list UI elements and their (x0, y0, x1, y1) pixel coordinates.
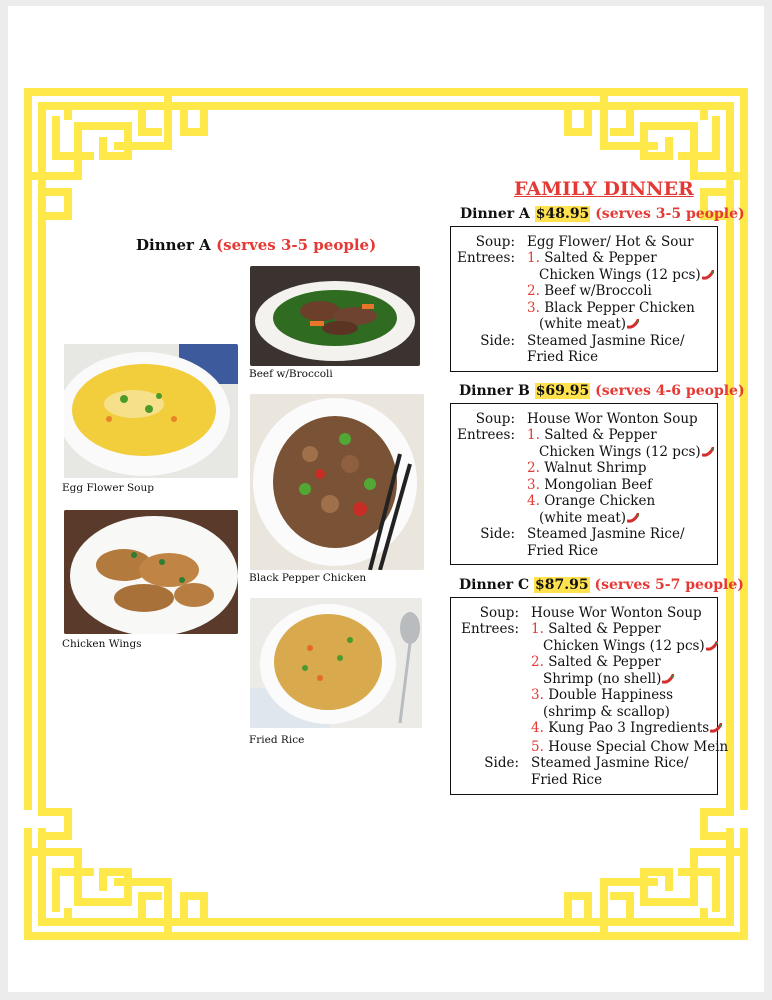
entree-item: 3. Black Pepper Chicken (527, 300, 695, 316)
dinner-c-heading (459, 577, 744, 593)
side-value: Steamed Jasmine Rice/ (527, 333, 685, 349)
left-dinner-heading (136, 236, 376, 254)
dinner-name: Dinner C (459, 577, 530, 593)
beef-broccoli-photo (250, 266, 420, 366)
dinner-b-heading (459, 383, 745, 399)
entrees-label: Entrees: (457, 427, 515, 443)
entrees-label: Entrees: (461, 621, 519, 637)
entree-item-cont: Chicken Wings (12 pcs) (539, 267, 714, 284)
entree-item-cont: (shrimp & scallop) (543, 704, 670, 720)
entree-item: 1. Salted & Pepper (531, 621, 661, 637)
soup-label: Soup: (479, 605, 519, 621)
photo-caption: Chicken Wings (62, 638, 142, 650)
dinner-name: Dinner B (459, 383, 530, 399)
side-value: Steamed Jasmine Rice/ (531, 755, 689, 771)
soup-label: Soup: (475, 234, 515, 250)
entree-item-cont: Shrimp (no shell) (543, 671, 674, 688)
left-dinner-name: Dinner A (136, 236, 211, 254)
dinner-a-menu-box (450, 226, 718, 372)
dinner-b-menu-box (450, 403, 718, 565)
side-value: Fried Rice (527, 349, 599, 365)
soup-value: Egg Flower/ Hot & Sour (527, 234, 694, 250)
entree-item-cont: (white meat) (539, 510, 639, 527)
menu-page (8, 6, 764, 992)
black-pepper-chicken-photo (250, 394, 424, 570)
entree-item: 2. Salted & Pepper (531, 654, 661, 670)
entree-item: 4. Kung Pao 3 Ingredients (531, 720, 722, 737)
side-value: Fried Rice (527, 543, 599, 559)
entree-item-cont: Chicken Wings (12 pcs) (539, 444, 714, 461)
dinner-name: Dinner A (460, 206, 530, 222)
side-label: Side: (484, 755, 519, 771)
chili-icon (710, 723, 722, 733)
dinner-price: $48.95 (535, 206, 590, 222)
entree-item: 1. Salted & Pepper (527, 250, 657, 266)
entree-item-cont: Chicken Wings (12 pcs) (543, 638, 718, 655)
egg-flower-soup-photo (64, 344, 238, 478)
chili-icon (702, 447, 714, 457)
entree-item: 3. Mongolian Beef (527, 477, 653, 493)
dinner-serves: (serves 4-6 people) (595, 383, 745, 399)
photo-caption: Black Pepper Chicken (249, 572, 367, 584)
left-dinner-serves: (serves 3-5 people) (216, 236, 377, 254)
entrees-label: Entrees: (457, 250, 515, 266)
dinner-serves: (serves 5-7 people) (594, 577, 744, 593)
photo-caption: Beef w/Broccoli (249, 368, 333, 380)
soup-value: House Wor Wonton Soup (531, 605, 702, 621)
entree-item-cont: (white meat) (539, 316, 639, 333)
chili-icon (627, 513, 639, 523)
chicken-wings-photo (64, 510, 238, 634)
dinner-a-heading (460, 206, 745, 222)
side-label: Side: (480, 526, 515, 542)
entree-item: 1. Salted & Pepper (527, 427, 657, 443)
page-title: FAMILY DINNER (514, 178, 694, 200)
dinner-serves: (serves 3-5 people) (595, 206, 745, 222)
chili-icon (706, 641, 718, 651)
chili-icon (702, 270, 714, 280)
chili-icon (627, 319, 639, 329)
photo-caption: Egg Flower Soup (62, 482, 154, 494)
soup-value: House Wor Wonton Soup (527, 411, 698, 427)
chili-icon (662, 674, 674, 684)
entree-item: 4. Orange Chicken (527, 493, 656, 509)
side-value: Steamed Jasmine Rice/ (527, 526, 685, 542)
dinner-c-menu-box (450, 597, 729, 795)
entree-item: 5. House Special Chow Mein (531, 739, 729, 755)
fried-rice-photo (250, 598, 422, 728)
dinner-price: $69.95 (535, 383, 590, 399)
dinner-price: $87.95 (535, 577, 589, 593)
side-label: Side: (480, 333, 515, 349)
soup-label: Soup: (475, 411, 515, 427)
entree-item: 2. Walnut Shrimp (527, 460, 647, 476)
entree-item: 3. Double Happiness (531, 687, 674, 703)
photo-caption: Fried Rice (249, 734, 305, 746)
entree-item: 2. Beef w/Broccoli (527, 283, 652, 299)
side-value: Fried Rice (531, 772, 603, 788)
